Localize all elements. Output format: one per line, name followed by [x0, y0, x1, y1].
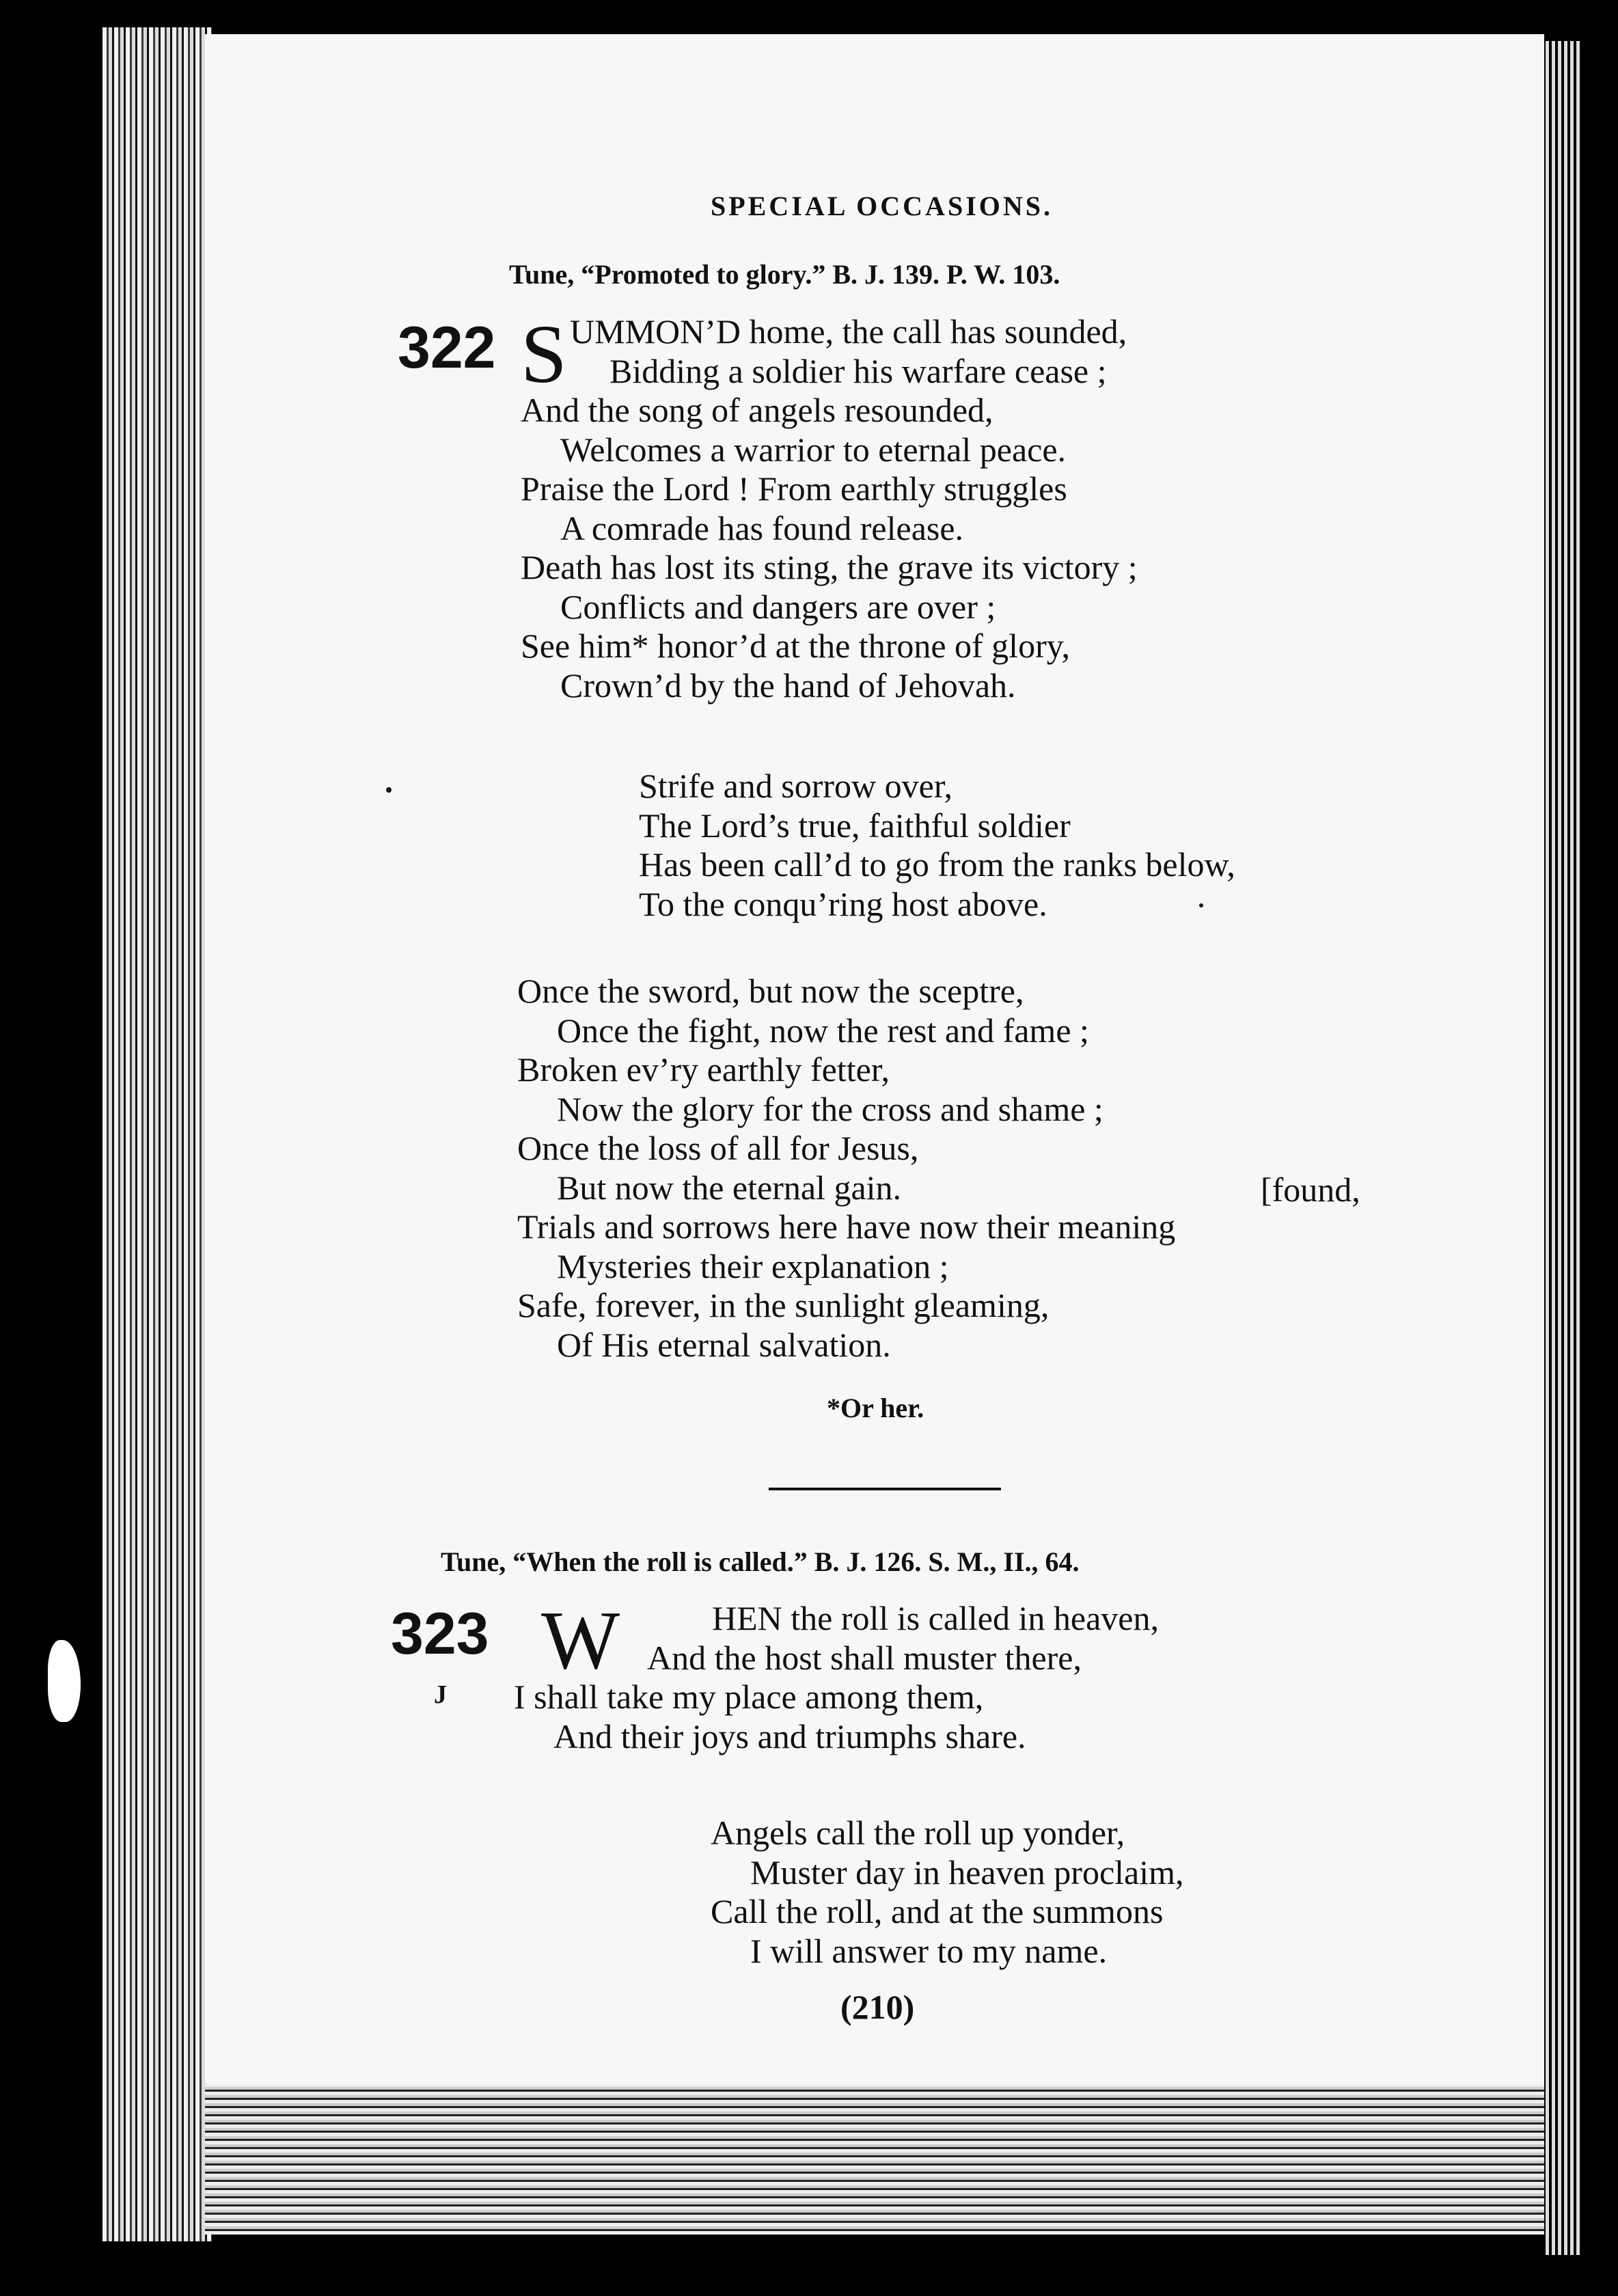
section-divider	[769, 1488, 1001, 1490]
verse-line: See him* honor’d at the throne of glory,	[521, 627, 1070, 665]
verse-line: Crown’d by the hand of Jehovah.	[560, 666, 1016, 705]
hymn-322-verse-1	[521, 308, 1138, 705]
book-page-edges	[102, 27, 212, 2241]
margin-mark: J	[434, 1680, 447, 1709]
hymn-322-chorus	[639, 767, 1235, 924]
verse-line: Now the glory for the cross and shame ;	[557, 1089, 1103, 1128]
chorus-line: Has been call’d to go from the ranks below,	[639, 845, 1235, 884]
verse-line: Once the sword, but now the sceptre,	[517, 972, 1024, 1010]
verse-line: Once the fight, now the rest and fame ;	[557, 1011, 1089, 1050]
chorus-line: Strife and sorrow over,	[639, 767, 952, 805]
chorus-line: The Lord’s true, faithful soldier	[639, 806, 1071, 845]
bottom-page-edges	[205, 2084, 1544, 2234]
drop-cap-323: W	[541, 1594, 620, 1686]
chorus-line: To the conqu’ring host above.	[639, 884, 1047, 923]
verse-line: Once the loss of all for Jesus,	[517, 1129, 919, 1167]
verse-line: Welcomes a warrior to eternal peace.	[560, 430, 1067, 469]
verse-line: And the song of angels resounded,	[521, 391, 993, 429]
verse-line: Trials and sorrows here have now their meaning	[517, 1207, 1176, 1246]
verse-line: Conflicts and dangers are over ;	[560, 587, 996, 626]
verse-line: But now the eternal gain.	[557, 1168, 902, 1207]
verse-line: Bidding a soldier his warfare cease ;	[609, 351, 1107, 390]
hymn-number-322: 322	[398, 315, 496, 381]
verse-line: Safe, forever, in the sunlight gleaming,	[517, 1286, 1050, 1324]
paper-speck	[48, 1640, 81, 1722]
hymn-323-chorus	[711, 1814, 1184, 1971]
hymn-322-verse-2	[517, 972, 1175, 1365]
tune-line-322: Tune, “Promoted to glory.” B. J. 139. P. W. 103.	[509, 259, 1060, 290]
footnote: *Or her.	[827, 1393, 924, 1423]
verse-overflow-word: [found,	[1261, 1171, 1360, 1209]
section-header: SPECIAL OCCASIONS.	[711, 191, 1054, 221]
verse-line: I shall take my place among them,	[514, 1678, 984, 1716]
verse-line: HEN the roll is called in heaven,	[712, 1599, 1159, 1637]
hymn-323-verse-1	[514, 1594, 1159, 1756]
chorus-line: Angels call the roll up yonder,	[711, 1814, 1125, 1852]
verse-line: Broken ev’ry earthly fetter,	[517, 1050, 890, 1089]
stray-mark	[386, 787, 392, 793]
right-page-edge	[1546, 41, 1580, 2255]
chorus-line: Call the roll, and at the summons	[711, 1892, 1164, 1930]
hymn-number-323: 323	[391, 1601, 489, 1667]
verse-line: Death has lost its sting, the grave its victory ;	[521, 548, 1138, 586]
verse-line: A comrade has found release.	[560, 508, 964, 547]
chorus-line: Muster day in heaven proclaim,	[750, 1853, 1184, 1891]
chorus-line: I will answer to my name.	[750, 1931, 1108, 1970]
verse-line: Praise the Lord ! From earthly struggles	[521, 469, 1067, 508]
page-number: (210)	[840, 1988, 915, 2026]
verse-line: UMMON’D home, the call has sounded,	[570, 312, 1127, 351]
drop-cap-322: S	[521, 308, 567, 400]
verse-line: Mysteries their explanation ;	[557, 1246, 949, 1285]
verse-line: Of His eternal salvation.	[557, 1325, 891, 1364]
verse-line: And the host shall muster there,	[647, 1638, 1082, 1677]
verse-line: And their joys and triumphs share.	[553, 1717, 1026, 1755]
tune-line-323: Tune, “When the roll is called.” B. J. 126. S. M., II., 64.	[441, 1546, 1080, 1577]
stray-mark	[1199, 903, 1203, 907]
